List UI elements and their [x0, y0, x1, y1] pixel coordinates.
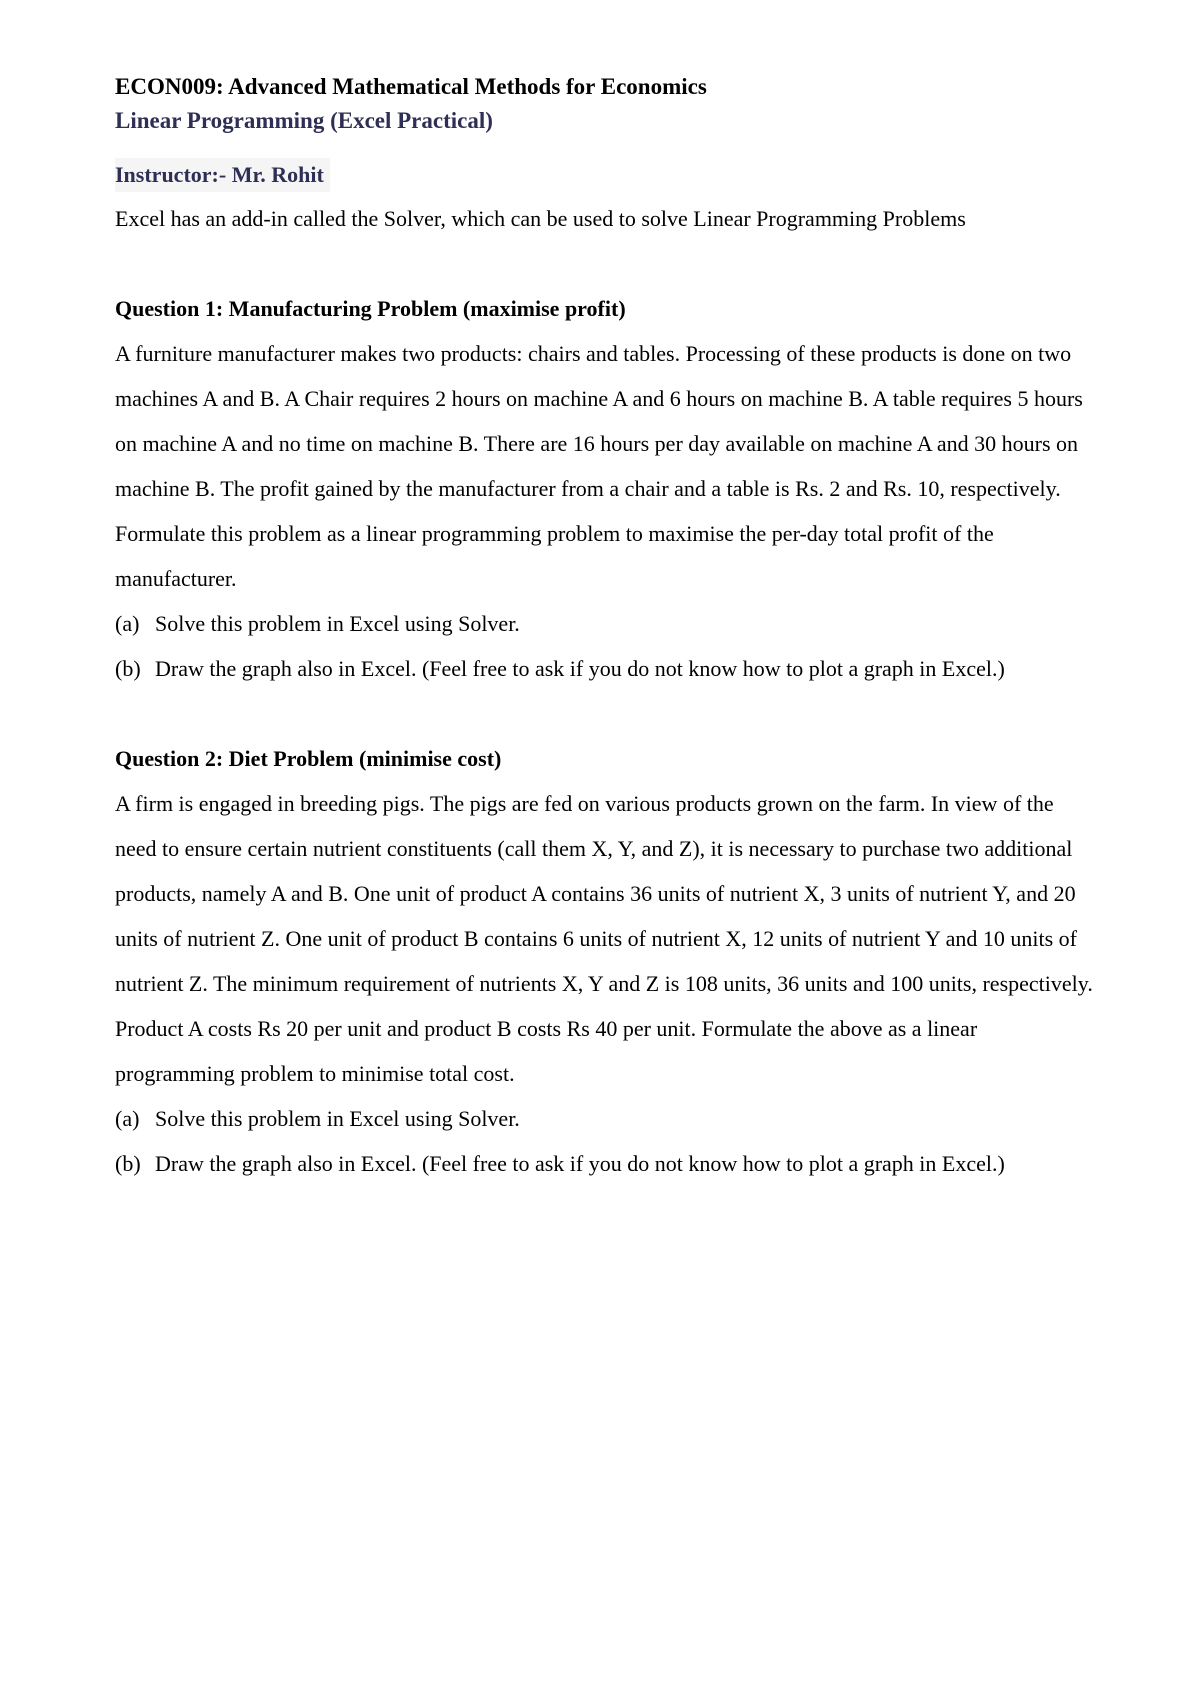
part-text: Draw the graph also in Excel. (Feel free to ask if you do not know how to plot a graph in Excel.): [155, 1151, 1005, 1176]
part-text: Solve this problem in Excel using Solver.: [155, 1106, 520, 1131]
part-marker: (a): [115, 611, 140, 636]
question-1-body: A furniture manufacturer makes two products: chairs and tables. Processing of these products is done on two machines A and B. A Chair requires 2 hours on machine A and 6 hours on machine B. A table requires 5 hours on machine A and no time on machine B. There are 16 hours per day available on machine A and 30 hours on machine B. The profit gained by the manufacturer from a chair and a table is Rs. 2 and Rs. 10, respectively. Formulate this problem as a linear programming problem to maximise the per-day total profit of the manufacturer.: [115, 341, 1083, 591]
part-text: Solve this problem in Excel using Solver.: [155, 611, 520, 636]
question-2-part-b: [115, 1141, 1095, 1186]
course-title: ECON009: Advanced Mathematical Methods for Economics: [115, 74, 707, 99]
question-1-part-a: [115, 601, 1095, 646]
instructor-line: Instructor:- Mr. Rohit: [115, 158, 330, 192]
part-marker: (b): [115, 656, 141, 681]
part-marker: (a): [115, 1106, 140, 1131]
question-2: [115, 736, 1095, 1186]
document-subtitle: Linear Programming (Excel Practical): [115, 108, 493, 133]
question-1-parts: [115, 601, 1095, 691]
part-marker: (b): [115, 1151, 141, 1176]
question-1-part-b: [115, 646, 1095, 691]
question-2-part-a: [115, 1096, 1095, 1141]
question-2-heading: Question 2: Diet Problem (minimise cost): [115, 746, 502, 771]
question-1-heading: Question 1: Manufacturing Problem (maximise profit): [115, 296, 626, 321]
document-page: [115, 70, 1095, 1186]
question-1: [115, 286, 1095, 691]
intro-paragraph: Excel has an add-in called the Solver, which can be used to solve Linear Programming Problems: [115, 206, 966, 231]
question-2-body: A firm is engaged in breeding pigs. The pigs are fed on various products grown on the farm. In view of the need to ensure certain nutrient constituents (call them X, Y, and Z), it is necessary to purchase two additional products, namely A and B. One unit of product A contains 36 units of nutrient X, 3 units of nutrient Y, and 20 units of nutrient Z. One unit of product B contains 6 units of nutrient X, 12 units of nutrient Y and 10 units of nutrient Z. The minimum requirement of nutrients X, Y and Z is 108 units, 36 units and 100 units, respectively. Product A costs Rs 20 per unit and product B costs Rs 40 per unit. Formulate the above as a linear programming problem to minimise total cost.: [115, 791, 1093, 1086]
part-text: Draw the graph also in Excel. (Feel free to ask if you do not know how to plot a graph in Excel.): [155, 656, 1005, 681]
question-2-parts: [115, 1096, 1095, 1186]
